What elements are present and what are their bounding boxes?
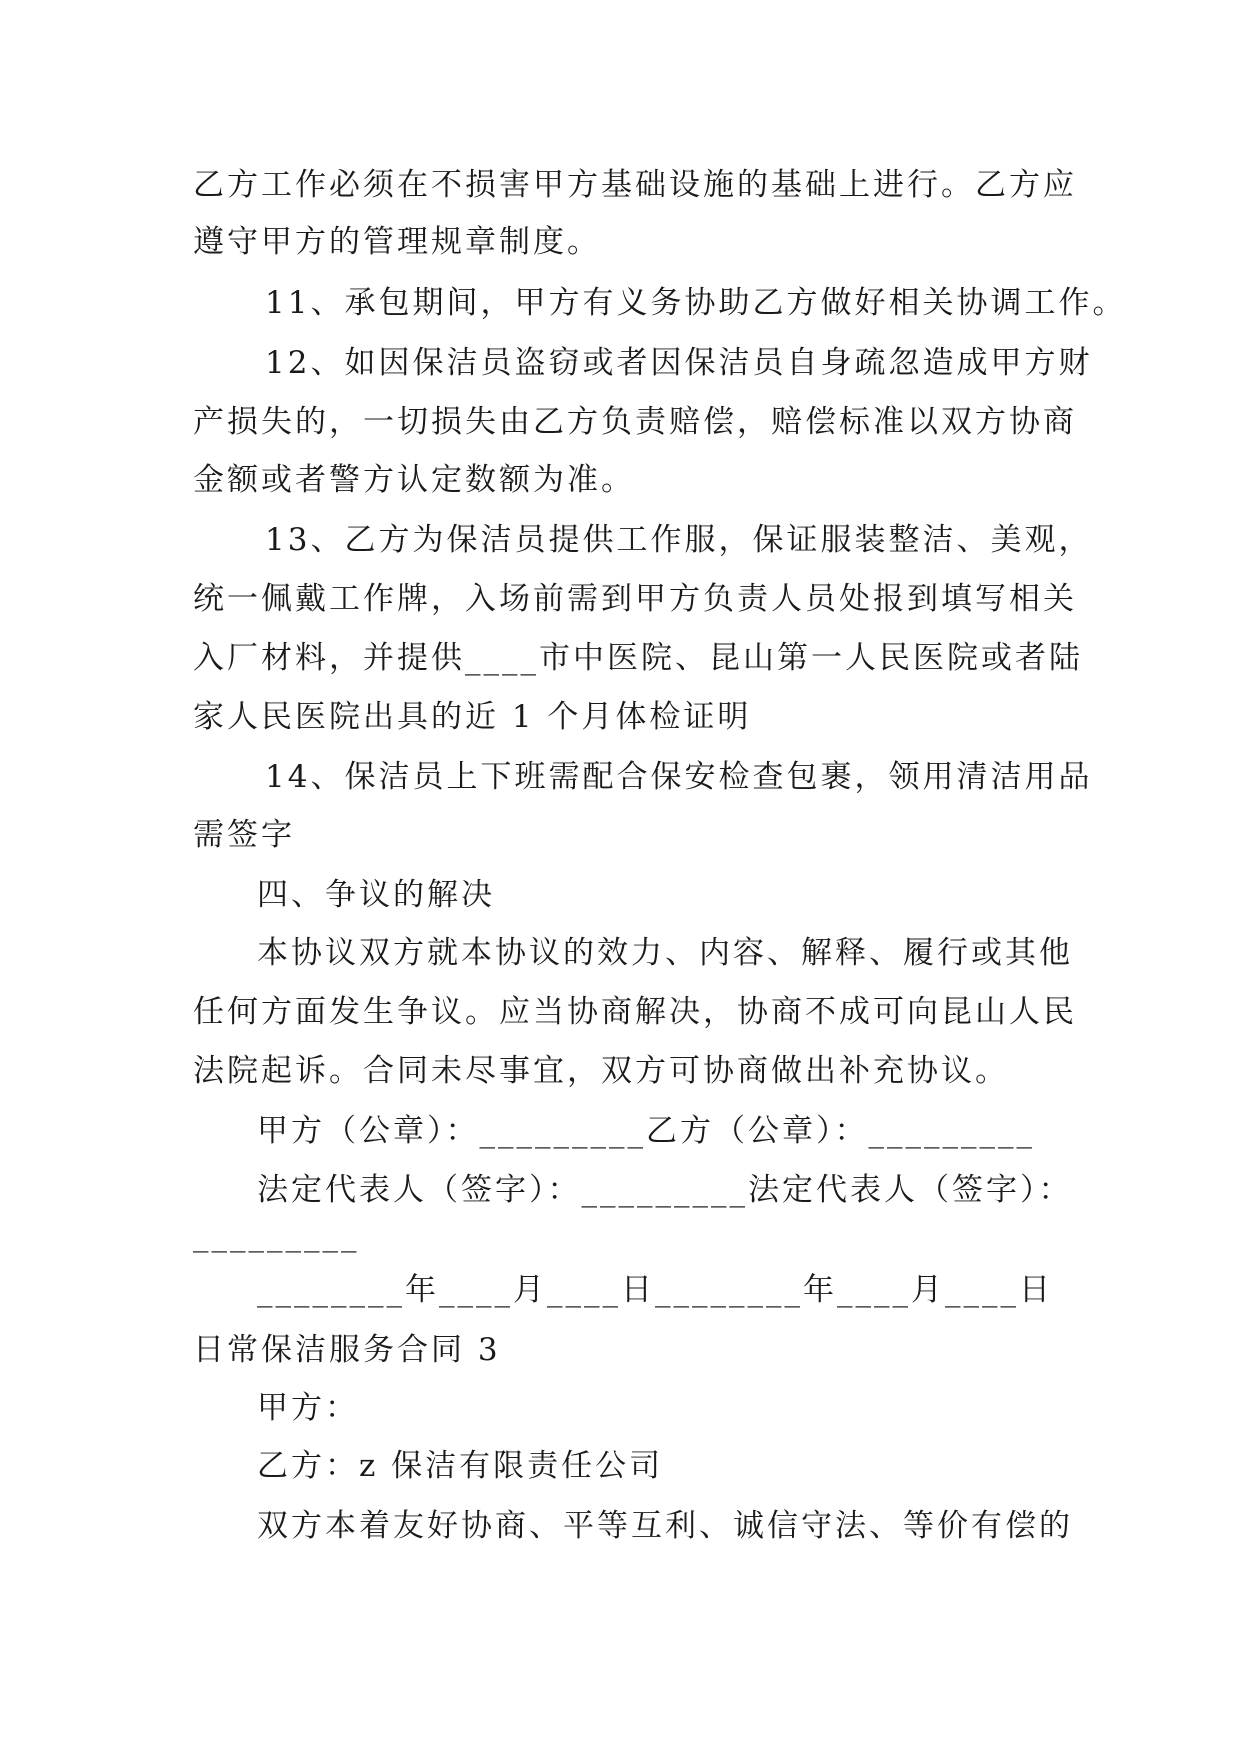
clause-13: 13、乙方为保洁员提供工作服，保证服装整洁、美观，	[265, 522, 1093, 558]
text-line: 双方本着友好协商、平等互利、诚信守法、等价有偿的	[257, 1508, 1073, 1544]
signature-blank: _________	[193, 1217, 360, 1253]
text-line: 本协议双方就本协议的效力、内容、解释、履行或其他	[257, 935, 1073, 971]
text-line: 需签字	[193, 817, 295, 853]
section-heading: 四、争议的解决	[257, 877, 495, 913]
clause-14: 14、保洁员上下班需配合保安检查包裹，领用清洁用品	[265, 759, 1093, 795]
text-line: 遵守甲方的管理规章制度。	[193, 224, 601, 260]
text-line: 产损失的，一切损失由乙方负责赔偿，赔偿标准以双方协商	[193, 404, 1077, 440]
party-b-line: 乙方：z 保洁有限责任公司	[257, 1448, 664, 1484]
seal-line: 甲方（公章）：_________乙方（公章）：_________	[257, 1113, 1035, 1149]
clause-12: 12、如因保洁员盗窃或者因保洁员自身疏忽造成甲方财	[265, 345, 1093, 381]
party-a-line: 甲方：	[257, 1390, 359, 1426]
text-line: 任何方面发生争议。应当协商解决，协商不成可向昆山人民	[193, 994, 1077, 1030]
text-line: 法院起诉。合同未尽事宜，双方可协商做出补充协议。	[193, 1053, 1009, 1089]
text-line: 统一佩戴工作牌，入场前需到甲方负责人员处报到填写相关	[193, 581, 1077, 617]
clause-11: 11、承包期间，甲方有义务协助乙方做好相关协调工作。	[265, 285, 1127, 321]
text-line: 家人民医院出具的近 1 个月体检证明	[193, 699, 752, 735]
contract-title: 日常保洁服务合同 3	[193, 1332, 501, 1368]
text-line: 金额或者警方认定数额为准。	[193, 462, 635, 498]
text-line: 乙方工作必须在不损害甲方基础设施的基础上进行。乙方应	[193, 167, 1077, 203]
text-line: 入厂材料，并提供____市中医院、昆山第一人民医院或者陆	[193, 640, 1083, 676]
date-line: ________年____月____日________年____月____日	[257, 1272, 1053, 1308]
signature-line: 法定代表人（签字）：_________法定代表人（签字）：	[257, 1172, 1073, 1208]
